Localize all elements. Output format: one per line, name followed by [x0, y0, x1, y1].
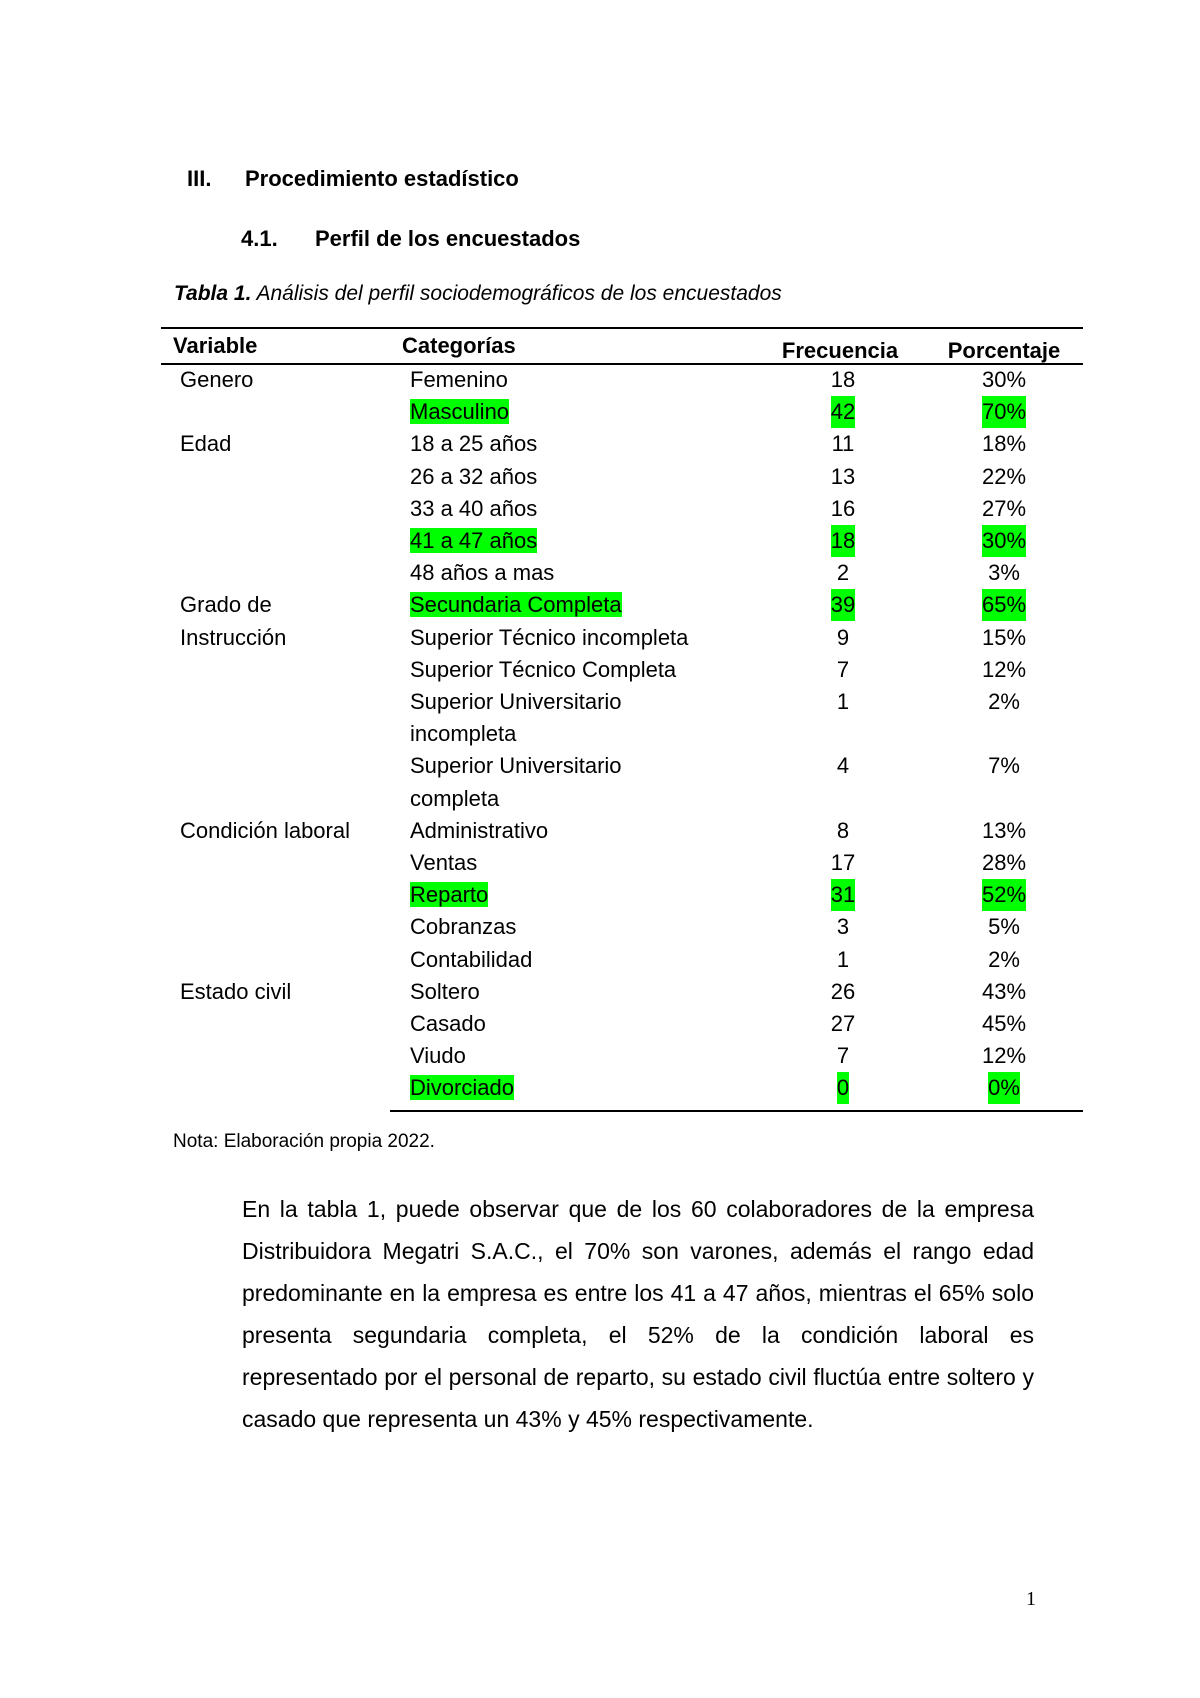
cell-frecuencia-text: 9 — [836, 625, 850, 650]
cell-frecuencia-text: 11 — [831, 431, 855, 456]
cell-categoria-text: Ventas — [410, 850, 478, 875]
subsection-number: 4.1. — [241, 226, 278, 251]
cell-porcentaje-text: 18% — [981, 431, 1027, 456]
cell-categoria-text: Masculino — [410, 399, 510, 424]
cell-variable-text: Instrucción — [180, 625, 287, 650]
cell-porcentaje-text: 28% — [981, 850, 1027, 875]
table-note: Nota: Elaboración propia 2022. — [173, 1131, 435, 1152]
cell-categoria — [410, 1008, 486, 1040]
cell-variable-text: Estado civil — [180, 979, 292, 1004]
cell-categoria — [410, 1072, 514, 1104]
cell-frecuencia-text: 1 — [836, 947, 850, 972]
cell-categoria-text: 48 años a mas — [410, 560, 555, 585]
cell-categoria-text: 41 a 47 años — [410, 528, 538, 553]
cell-categoria-text: 18 a 25 años — [410, 431, 538, 456]
cell-variable — [180, 815, 350, 847]
cell-porcentaje-text: 2% — [988, 947, 1020, 972]
cell-categoria — [410, 654, 676, 686]
cell-frecuencia-text: 13 — [830, 464, 856, 489]
cell-variable-text: Condición laboral — [180, 818, 350, 843]
cell-categoria — [410, 718, 516, 750]
cell-variable — [180, 428, 231, 460]
cell-categoria — [410, 686, 622, 718]
cell-variable — [180, 622, 286, 654]
cell-frecuencia-text: 27 — [830, 1011, 856, 1036]
cell-variable — [180, 589, 272, 621]
cell-categoria-text: Casado — [410, 1011, 486, 1036]
cell-categoria-text: Superior Técnico incompleta — [410, 625, 689, 650]
cell-categoria — [410, 428, 537, 460]
cell-porcentaje-text: 43% — [981, 979, 1027, 1004]
cell-frecuencia-text: 31 — [831, 879, 855, 911]
cell-frecuencia-text: 1 — [836, 689, 850, 714]
table-bottom-rule — [390, 1110, 1083, 1112]
cell-categoria-text: 33 a 40 años — [410, 496, 538, 521]
cell-porcentaje-text: 22% — [981, 464, 1027, 489]
cell-porcentaje-text: 12% — [981, 1043, 1027, 1068]
cell-porcentaje-text: 13% — [981, 818, 1027, 843]
cell-categoria-text: Secundaria Completa — [410, 592, 622, 617]
cell-porcentaje-text: 2% — [988, 689, 1020, 714]
cell-frecuencia-text: 26 — [830, 979, 856, 1004]
cell-frecuencia-text: 2 — [836, 560, 850, 585]
cell-porcentaje-text: 45% — [981, 1011, 1027, 1036]
cell-categoria — [410, 364, 508, 396]
cell-frecuencia-text: 0 — [837, 1072, 849, 1104]
cell-porcentaje-text: 27% — [981, 496, 1027, 521]
cell-categoria — [410, 783, 499, 815]
cell-frecuencia-text: 7 — [836, 657, 850, 682]
cell-categoria — [410, 493, 537, 525]
cell-categoria — [410, 589, 622, 621]
cell-categoria-text: Femenino — [410, 367, 508, 392]
cell-categoria-text: Viudo — [410, 1043, 466, 1068]
cell-porcentaje-text: 30% — [982, 525, 1026, 557]
cell-porcentaje-text: 70% — [982, 396, 1026, 428]
cell-porcentaje-text: 7% — [988, 753, 1020, 778]
cell-porcentaje-text: 12% — [981, 657, 1027, 682]
cell-frecuencia-text: 39 — [831, 589, 855, 621]
cell-porcentaje-text: 65% — [982, 589, 1026, 621]
cell-categoria — [410, 976, 480, 1008]
cell-categoria — [410, 815, 548, 847]
cell-categoria-text: Superior Técnico Completa — [410, 657, 677, 682]
cell-frecuencia-text: 4 — [836, 753, 850, 778]
table-caption-label: Tabla 1. — [174, 282, 252, 305]
section-number: III. — [187, 166, 212, 191]
cell-categoria — [410, 525, 537, 557]
header-porcentaje-label: Porcentaje — [947, 338, 1061, 363]
cell-categoria-text: Divorciado — [410, 1075, 514, 1100]
section-title: Procedimiento estadístico — [245, 166, 519, 191]
cell-categoria — [410, 879, 488, 911]
cell-frecuencia-text: 16 — [830, 496, 856, 521]
cell-frecuencia-text: 17 — [830, 850, 856, 875]
cell-categoria-text: completa — [410, 786, 500, 811]
cell-porcentaje-text: 15% — [981, 625, 1027, 650]
cell-frecuencia-text: 18 — [831, 525, 855, 557]
page-number: 1 — [1026, 1588, 1036, 1610]
table-caption-text: Análisis del perfil sociodemográficos de los encuestados — [256, 282, 782, 305]
cell-categoria — [410, 750, 622, 782]
cell-categoria — [410, 1040, 466, 1072]
body-paragraph: En la tabla 1, puede observar que de los 60 colaboradores de la empresa Distribuidora Megatri S.A.C., el 70% son varones, además el rango edad predominante en la empresa es entre los 41 a 47 años, mientras el 65% solo presenta segundaria completa, el 52% de la condición laboral es representado por el personal de reparto, su estado civil fluctúa entre soltero y casado que representa un 43% y 45% respectivamente. — [242, 1196, 1034, 1432]
cell-categoria — [410, 944, 532, 976]
cell-frecuencia-text: 18 — [830, 367, 856, 392]
cell-categoria-text: 26 a 32 años — [410, 464, 538, 489]
cell-categoria-text: Cobranzas — [410, 914, 517, 939]
cell-categoria — [410, 396, 509, 428]
subsection-title: Perfil de los encuestados — [315, 226, 581, 251]
header-variable: Variable — [173, 333, 258, 358]
cell-porcentaje-text: 30% — [981, 367, 1027, 392]
cell-categoria-text: incompleta — [410, 721, 517, 746]
cell-frecuencia-text: 3 — [836, 914, 850, 939]
cell-categoria-text: Superior Universitario — [410, 753, 622, 778]
cell-frecuencia-text: 7 — [836, 1043, 850, 1068]
header-categorias: Categorías — [402, 333, 516, 358]
cell-porcentaje-text: 52% — [982, 879, 1026, 911]
cell-categoria-text: Soltero — [410, 979, 480, 1004]
header-frecuencia-label: Frecuencia — [781, 338, 899, 363]
cell-categoria — [410, 622, 688, 654]
cell-variable-text: Grado de — [180, 592, 272, 617]
cell-variable — [180, 976, 291, 1008]
cell-porcentaje-text: 5% — [988, 914, 1020, 939]
cell-categoria — [410, 847, 477, 879]
cell-categoria — [410, 557, 554, 589]
cell-categoria-text: Reparto — [410, 882, 489, 907]
cell-variable-text: Genero — [180, 367, 254, 392]
cell-categoria — [410, 911, 516, 943]
cell-variable — [180, 364, 253, 396]
cell-categoria-text: Contabilidad — [410, 947, 533, 972]
cell-categoria — [410, 461, 537, 493]
cell-variable-text: Edad — [180, 431, 232, 456]
cell-categoria-text: Superior Universitario — [410, 689, 622, 714]
cell-porcentaje-text: 0% — [988, 1072, 1020, 1104]
cell-porcentaje-text: 3% — [988, 560, 1020, 585]
cell-frecuencia-text: 42 — [831, 396, 855, 428]
cell-frecuencia-text: 8 — [836, 818, 850, 843]
cell-categoria-text: Administrativo — [410, 818, 549, 843]
